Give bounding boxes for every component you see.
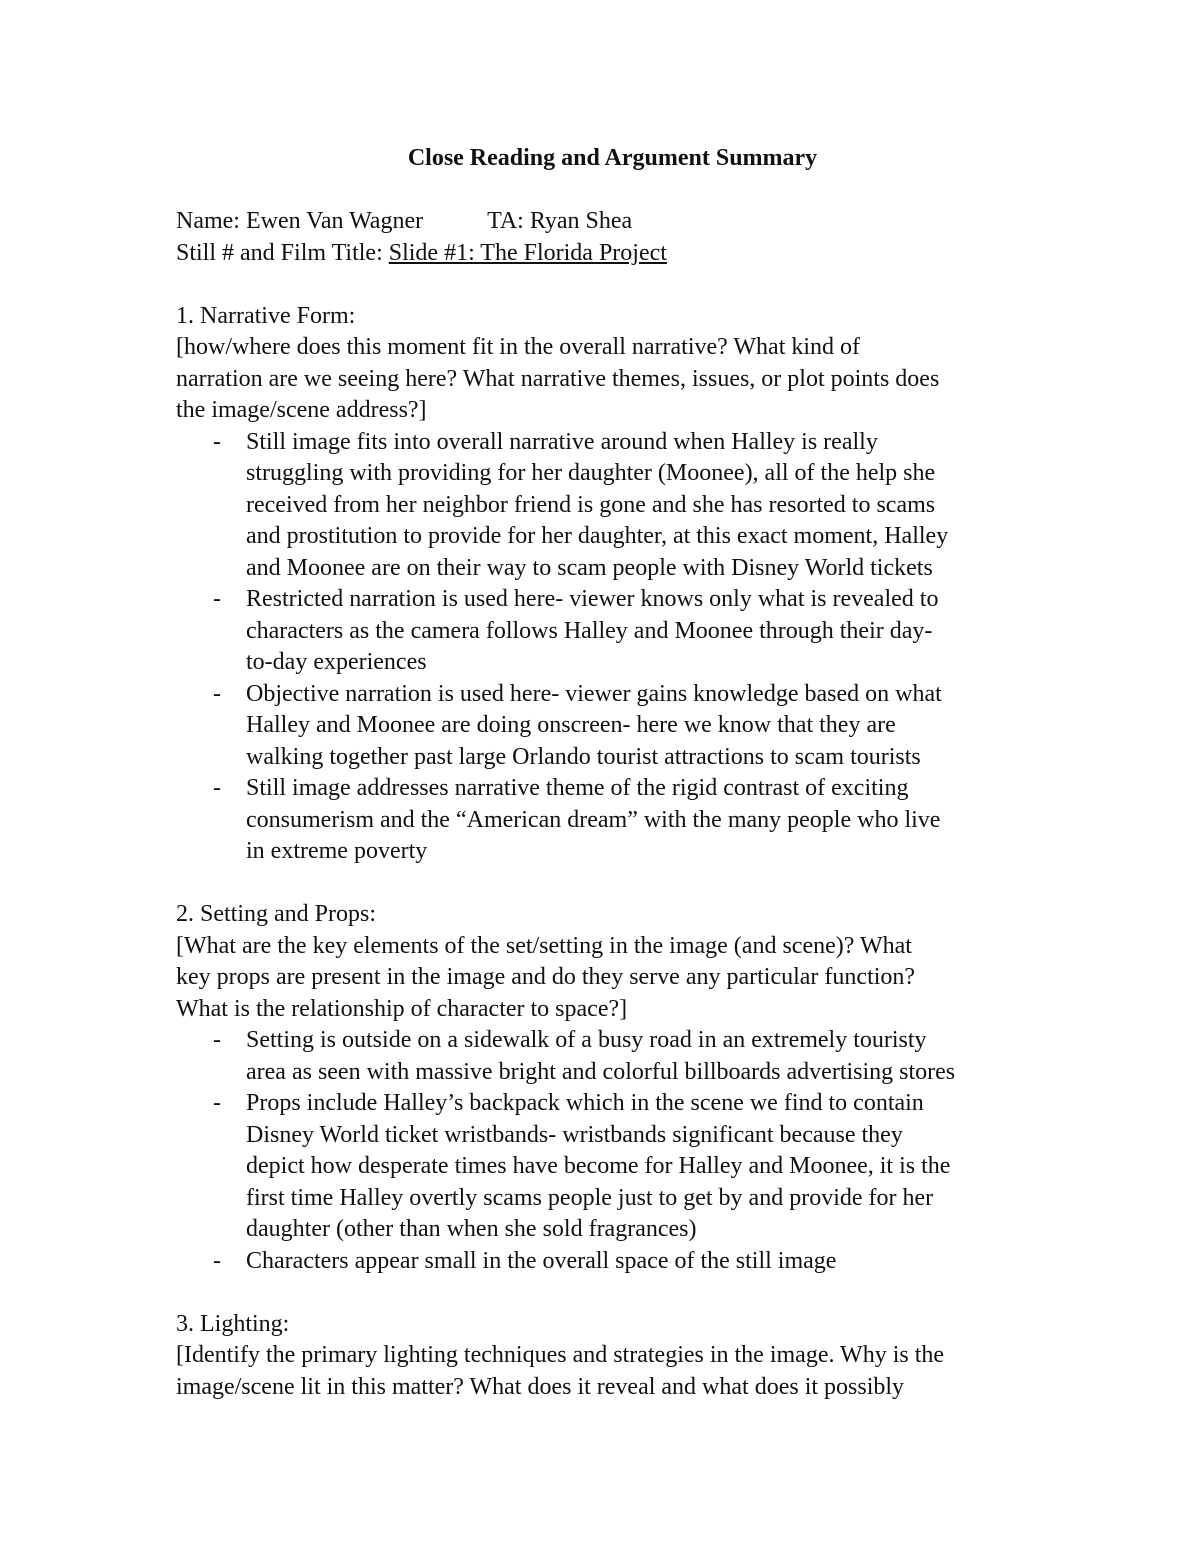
section-prompt: [What are the key elements of the set/setting in the image (and scene)? What key props are present in the image and do they serve any particular function? What is the relationship of character to space?] (176, 932, 916, 1022)
bullet-item (176, 1088, 1076, 1246)
bullet-item (176, 679, 1076, 774)
bullet-item (176, 773, 1076, 868)
bullet-text: Props include Halley’s backpack which in the scene we find to contain Disney World ticket wristbands- wristbands significant because they depict how desperate times have become for Halley and Moonee, it is the first time Halley overtly scams people just to get by and provide for her daughter (other than when she sold fragrances) (246, 1090, 951, 1242)
section-setting-and-props (176, 899, 1076, 1277)
dash-marker: - (213, 775, 221, 801)
bullet-text: Characters appear small in the overall space of the still image (246, 1247, 837, 1274)
dash-marker: - (213, 1247, 221, 1274)
dash-marker: - (213, 680, 221, 707)
film-label: Still # and Film Title: (176, 239, 389, 266)
student-name: Name: Ewen Van Wagner (176, 208, 424, 234)
dash-marker: - (213, 1027, 221, 1053)
spacer (176, 1277, 1076, 1309)
spacer (176, 269, 1076, 301)
bullet-list (176, 1025, 1076, 1277)
document-title: Close Reading and Argument Summary (407, 145, 818, 171)
bullet-text: Setting is outside on a sidewalk of a busy road in an extremely touristy area as seen with massive bright and colorful billboards advertising stores (246, 1027, 956, 1085)
header-name-row (176, 206, 1076, 238)
section-heading: 2. Setting and Props: (176, 901, 377, 927)
bullet-item (176, 427, 1076, 585)
dash-marker: - (213, 1090, 221, 1116)
dash-marker: - (213, 586, 221, 612)
dash-marker: - (213, 428, 221, 455)
section-prompt: [Identify the primary lighting techniques and strategies in the image. Why is the image/scene lit in this matter? What does it reveal and what does it possibly (176, 1342, 945, 1400)
section-lighting (176, 1309, 1076, 1404)
bullet-list (176, 427, 1076, 868)
bullet-item (176, 1025, 1076, 1088)
section-narrative-form (176, 301, 1076, 868)
section-heading: 1. Narrative Form: (176, 302, 356, 329)
section-prompt: [how/where does this moment fit in the overall narrative? What kind of narration are we seeing here? What narrative themes, issues, or plot points does the image/scene address?] (176, 334, 940, 423)
section-heading: 3. Lighting: (176, 1310, 290, 1337)
header-film-row (176, 238, 1076, 270)
bullet-text: Still image fits into overall narrative around when Halley is really struggling with providing for her daughter (Moonee), all of the help she received from her neighbor friend is gone and she has resorted to scams and prostitution to provide for her daughter, at this exact moment, Halley and Moonee are on their way to scam people with Disney World tickets (246, 428, 949, 581)
bullet-text: Still image addresses narrative theme of the rigid contrast of exciting consumerism and the “American dream” with the many people who live in extreme poverty (246, 775, 941, 864)
bullet-text: Objective narration is used here- viewer gains knowledge based on what Halley and Moonee are doing onscreen- here we know that they are walking together past large Orlando tourist attractions to scam tourists (246, 680, 942, 770)
bullet-item (176, 584, 1076, 679)
film-title: Slide #1: The Florida Project (388, 239, 667, 266)
bullet-item (176, 1246, 1076, 1278)
spacer (176, 868, 1076, 900)
ta-name: TA: Ryan Shea (487, 208, 633, 234)
bullet-text: Restricted narration is used here- viewer knows only what is revealed to characters as the camera follows Halley and Moonee through their day- to-day experiences (246, 586, 939, 675)
document-body (176, 206, 1076, 1403)
